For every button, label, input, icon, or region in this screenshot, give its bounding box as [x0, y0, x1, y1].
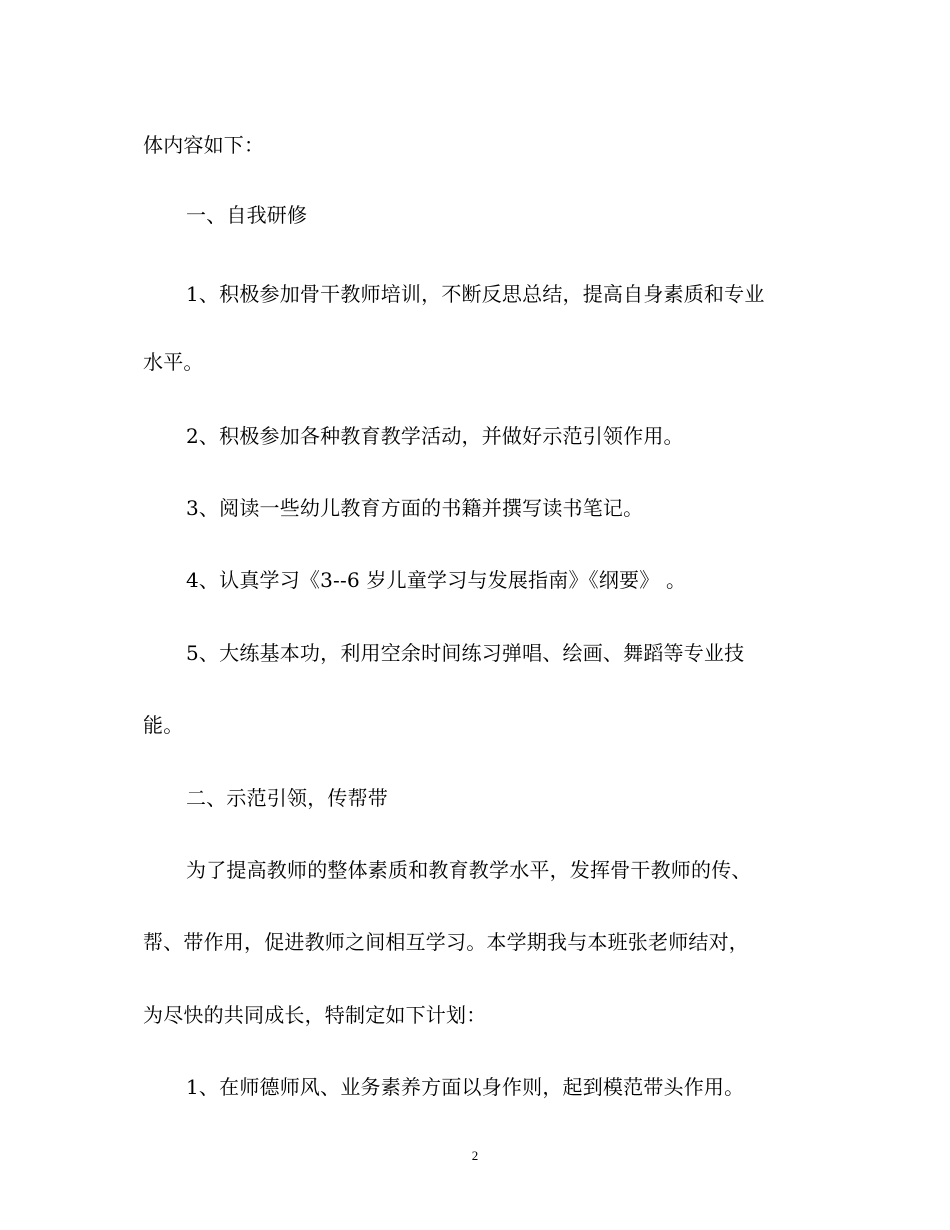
page-number: 2 — [471, 1148, 479, 1163]
section-heading: 二、示范引领，传帮带 — [186, 786, 388, 810]
text-line: 水平。 — [143, 350, 204, 374]
text-line: 5、大练基本功，利用空余时间练习弹唱、绘画、舞蹈等专业技 — [186, 641, 745, 665]
text-line: 帮、带作用，促进教师之间相互学习。本学期我与本班张老师结对， — [143, 930, 749, 954]
text-line: 1、积极参加骨干教师培训，不断反思总结，提高自身素质和专业 — [186, 282, 765, 306]
text-line: 1、在师德师风、业务素养方面以身作则，起到模范带头作用。 — [186, 1075, 745, 1099]
text-line: 3、阅读一些幼儿教育方面的书籍并撰写读书笔记。 — [186, 496, 644, 520]
text-line: 为尽快的共同成长，特制定如下计划： — [143, 1003, 487, 1027]
text-line: 为了提高教师的整体素质和教育教学水平，发挥骨干教师的传、 — [186, 858, 752, 882]
text-line: 4、认真学习《3--6 岁儿童学习与发展指南》《纲要》 。 — [186, 568, 687, 592]
section-heading: 一、自我研修 — [186, 203, 308, 227]
text-line: 2、积极参加各种教育教学活动，并做好示范引领作用。 — [186, 424, 684, 448]
text-line: 能。 — [143, 713, 184, 737]
text-line: 体内容如下： — [143, 133, 265, 157]
